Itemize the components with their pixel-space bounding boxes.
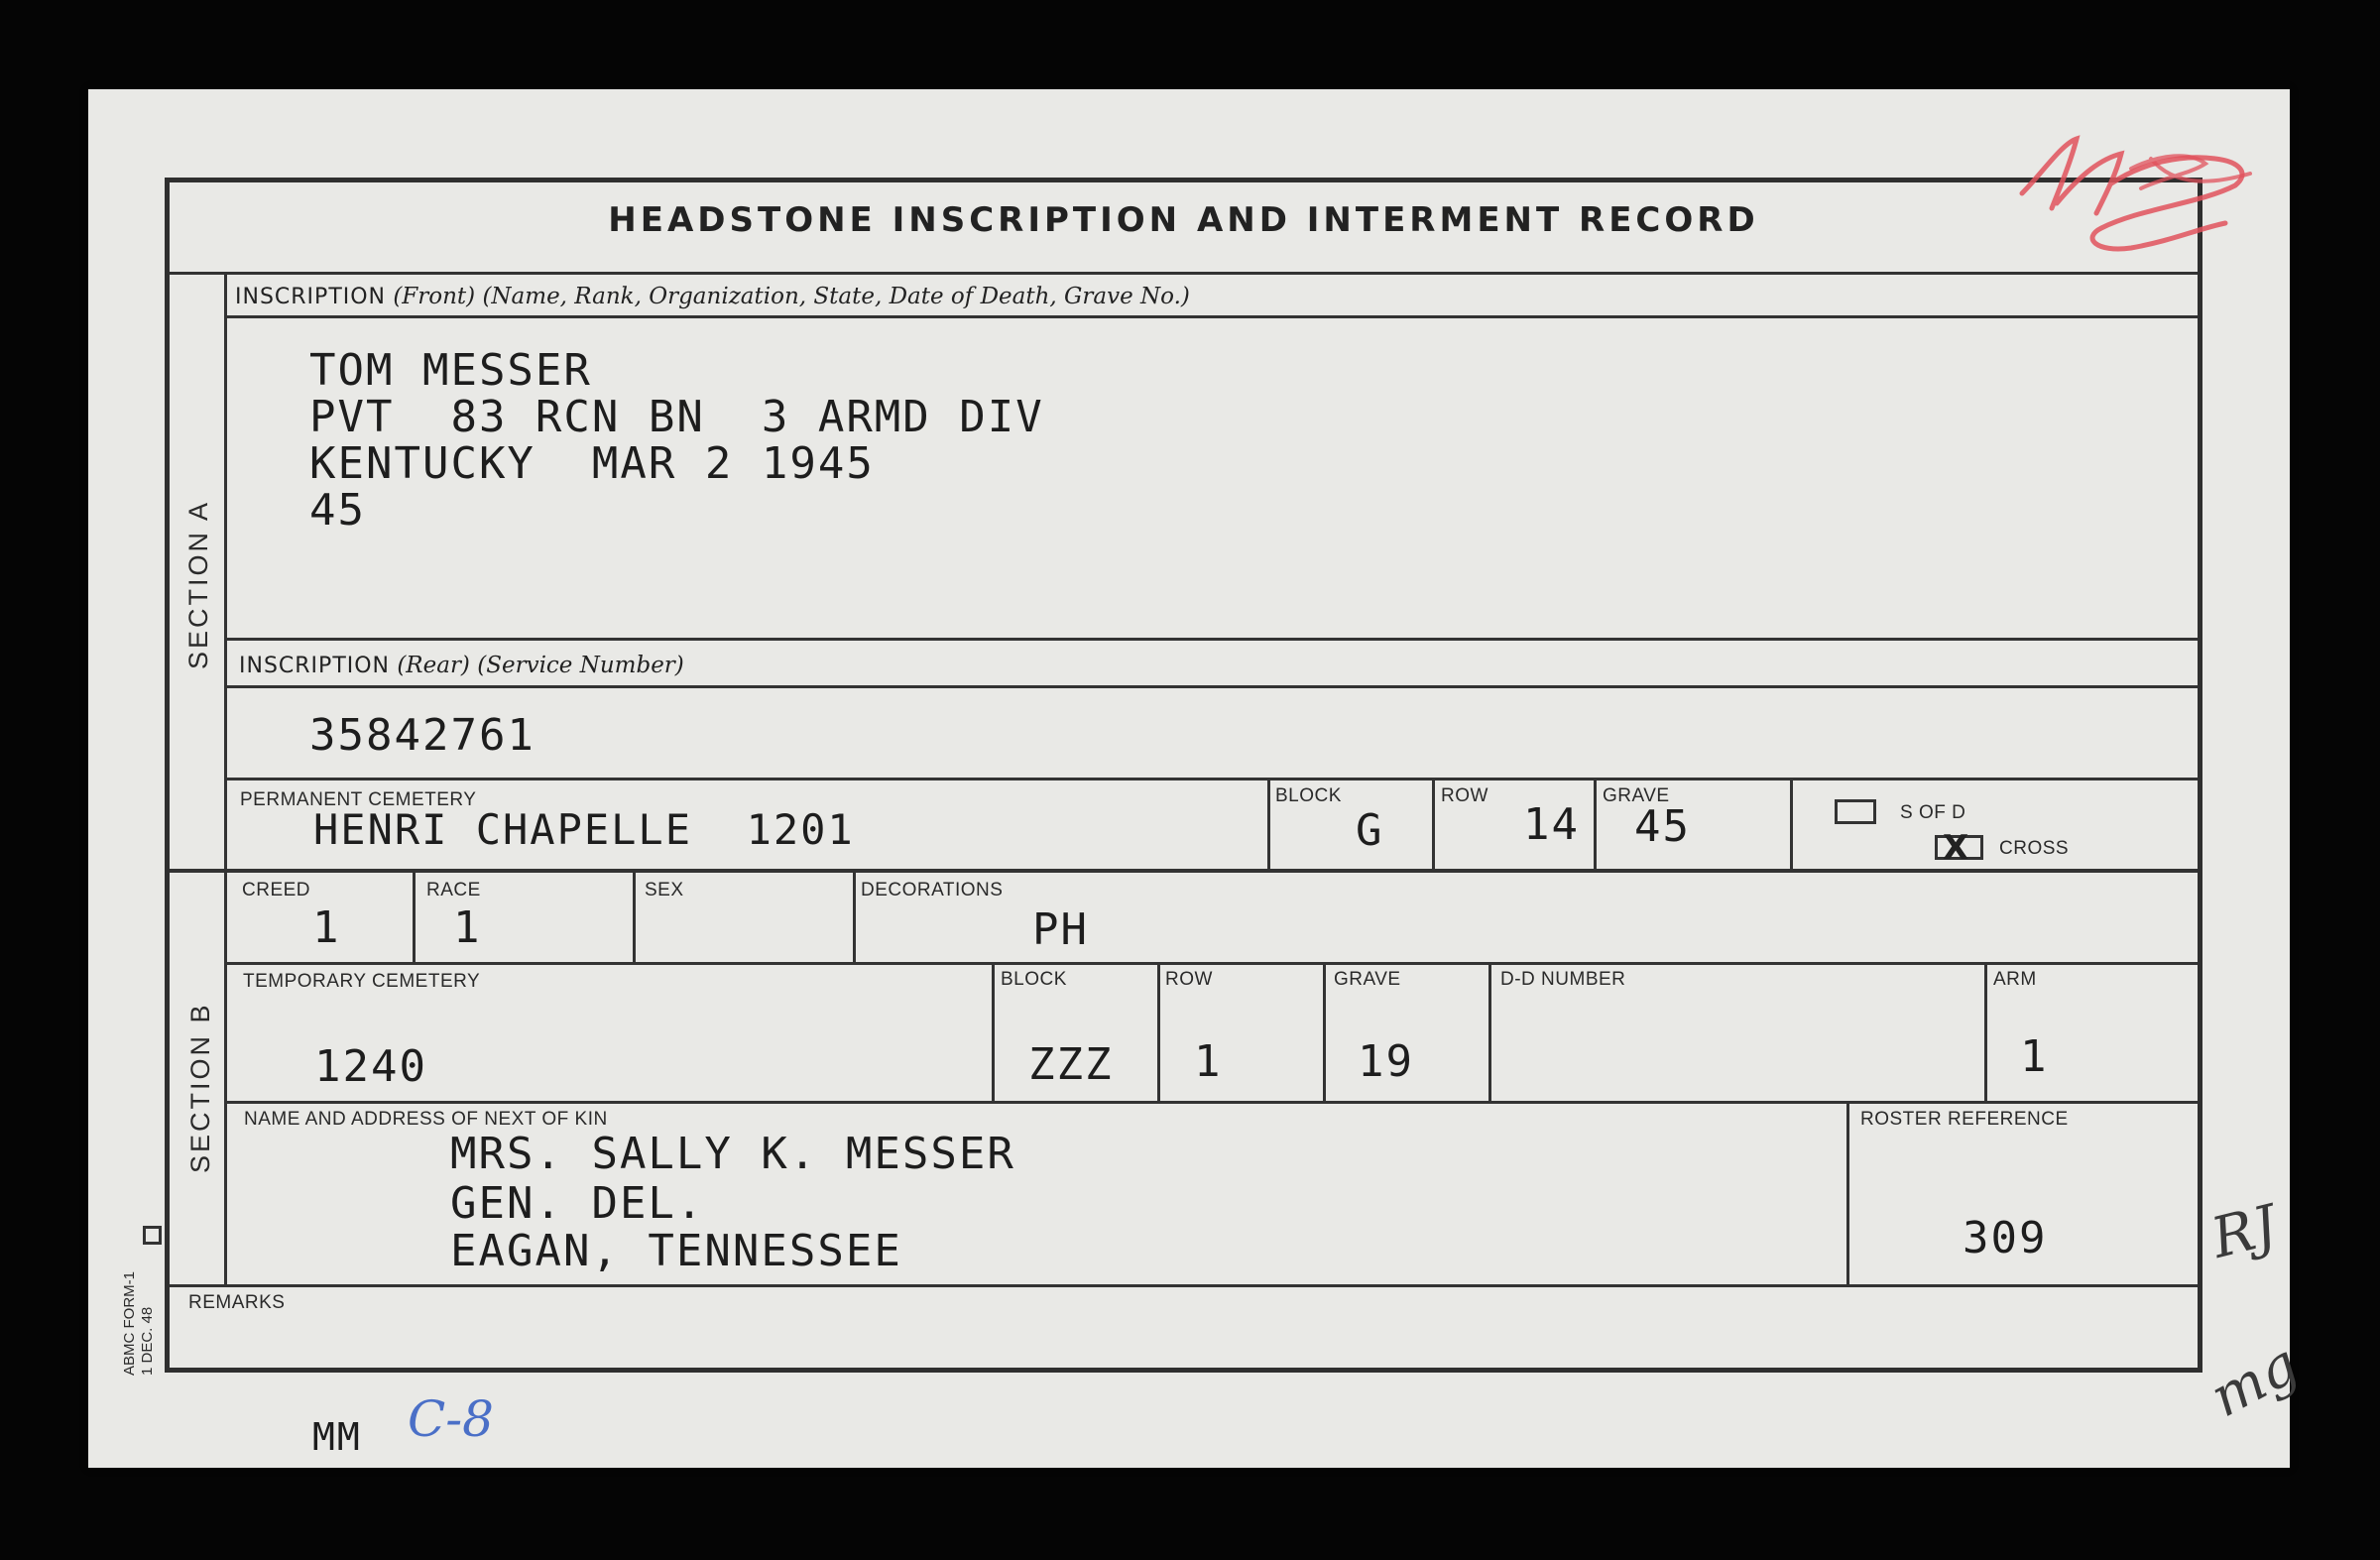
permanent-row-value: 14 [1523,799,1580,850]
permanent-cemetery-label: PERMANENT CEMETERY [240,789,477,810]
rule-above-kin [227,1101,2198,1104]
permanent-block-label: BLOCK [1275,785,1342,806]
rule-temp-block [1157,962,1160,1103]
permanent-grave-value: 45 [1634,801,1691,852]
cross-mark: X [1943,828,1969,868]
kin-line-1: MRS. SALLY K. MESSER [450,1129,1015,1179]
rule-section-column [224,272,227,1286]
permanent-row-label: ROW [1441,785,1488,806]
rule-temp-cemetery [992,962,995,1103]
inscription-rear-side: (Rear) [397,653,470,678]
form-corner-checkbox [143,1226,162,1245]
rule-under-rear-label [227,685,2198,688]
rule-kin [1846,1101,1849,1286]
inscription-front-label [235,284,1190,309]
cross-label: CROSS [1999,838,2070,859]
race-label: RACE [426,880,481,900]
form-id-line2: 1 DEC. 48 [139,1306,156,1376]
remarks-label: REMARKS [188,1292,286,1313]
rule-sex [853,871,856,964]
rule-dd-number [1984,962,1987,1103]
roster-reference-label: ROSTER REFERENCE [1860,1109,2069,1130]
creed-value: 1 [312,902,341,953]
temp-grave-label: GRAVE [1334,969,1401,990]
inscription-front-caps: INSCRIPTION [235,285,387,309]
form-id-line1: ABMC FORM-1 [121,1271,138,1376]
arm-value: 1 [2020,1031,2049,1082]
inscription-line-2: PVT 83 RCN BN 3 ARMD DIV [309,392,1044,442]
kin-label: NAME AND ADDRESS OF NEXT OF KIN [244,1109,608,1130]
sofd-checkbox[interactable] [1835,799,1876,824]
inscription-line-3: KENTUCKY MAR 2 1945 [309,438,875,489]
inscription-line-4: 45 [309,485,366,536]
side-handwritten-note-1: RJ [2205,1193,2284,1271]
permanent-block-value: G [1356,805,1384,856]
inscription-front-hint: (Name, Rank, Organization, State, Date of Death, Grave No.) [482,284,1190,309]
kin-line-2: GEN. DEL. [450,1178,705,1229]
mm-stamp: MM [312,1415,362,1459]
race-value: 1 [453,902,482,953]
inscription-rear-caps: INSCRIPTION [239,654,391,678]
dd-number-label: D-D NUMBER [1500,969,1626,990]
rule-race [633,871,636,964]
creed-label: CREED [242,880,311,900]
temp-row-value: 1 [1194,1036,1223,1087]
form-id [121,1271,157,1376]
inscription-line-1: TOM MESSER [309,345,592,396]
rule-under-title [170,272,2198,275]
rule-creed [413,871,416,964]
kin-line-3: EAGAN, TENNESSEE [450,1226,902,1276]
rule-perm-block [1267,778,1270,871]
rule-perm-row [1432,778,1435,871]
side-handwritten-note-2: mg [2200,1331,2310,1431]
temp-block-label: BLOCK [1001,969,1067,990]
rule-above-rear-label [227,638,2198,641]
inscription-front-side: (Front) [393,284,476,309]
rule-above-remarks [170,1284,2198,1287]
sex-label: SEX [645,880,684,900]
inscription-rear-hint: (Service Number) [477,653,684,678]
temporary-cemetery-value: 1240 [314,1041,427,1092]
rule-above-temporary [227,962,2198,965]
section-a-label: SECTION A [183,499,213,669]
permanent-cemetery-value: HENRI CHAPELLE 1201 [313,805,855,854]
rule-perm-grave [1594,778,1597,871]
decorations-label: DECORATIONS [861,880,1004,900]
section-b-label: SECTION B [185,1002,215,1173]
rule-under-front-label [227,315,2198,318]
decorations-value: PH [1032,904,1089,955]
arm-label: ARM [1993,969,2037,990]
temp-grave-value: 19 [1358,1036,1414,1087]
temp-block-value: ZZZ [1028,1039,1114,1090]
roster-reference-value: 309 [1963,1213,2048,1263]
rule-perm-options [1790,778,1793,871]
blue-handwritten-note: C-8 [408,1390,494,1448]
temporary-cemetery-label: TEMPORARY CEMETERY [243,971,481,992]
record-card [88,89,2310,1468]
rule-temp-row [1323,962,1326,1103]
rule-section-divider [170,869,2198,873]
temp-row-label: ROW [1165,969,1213,990]
inscription-rear-label [239,653,684,678]
red-pencil-scribble [2002,114,2290,283]
rule-above-permanent [227,778,2198,780]
sofd-label: S OF D [1900,802,1966,823]
permanent-grave-label: GRAVE [1603,785,1670,806]
form-title: HEADSTONE INSCRIPTION AND INTERMENT RECORD [608,200,1759,240]
rule-temp-grave [1488,962,1491,1103]
service-number: 35842761 [309,710,536,761]
